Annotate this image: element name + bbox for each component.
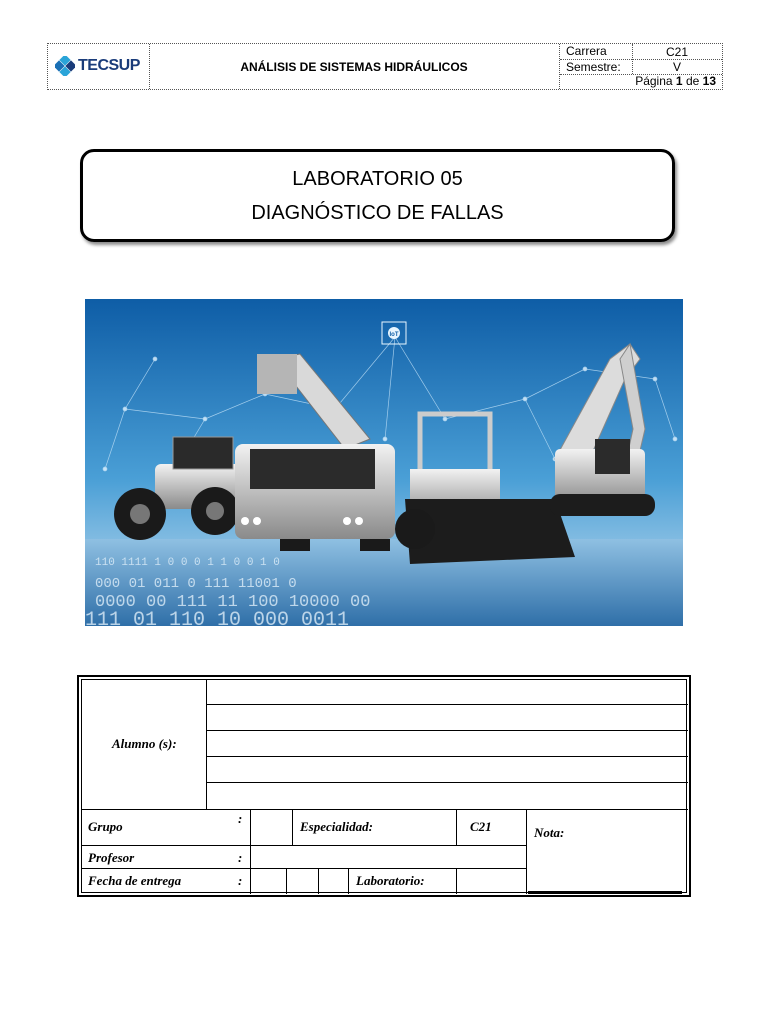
svg-text:110 1111 1 0 0 0 1 1: 110 1111 1 0 0 0 1 1 0 0 1 0 — [95, 557, 280, 569]
semestre-value: V — [672, 60, 681, 74]
lab-title-box — [80, 149, 675, 242]
page-total: 13 — [702, 74, 716, 88]
fecha-label: Fecha de entrega — [88, 873, 182, 888]
svg-text:000 01 011 0 111 110: 000 01 011 0 111 11001 0 — [95, 576, 297, 592]
header-meta — [560, 44, 722, 89]
page-current: 1 — [675, 74, 683, 88]
grupo-input[interactable] — [252, 811, 291, 844]
doc-title: ANÁLISIS DE SISTEMAS HIDRÁULICOS — [149, 44, 560, 89]
laboratorio-label: Laboratorio: — [356, 873, 425, 888]
student-info-inner — [81, 679, 687, 893]
profesor-input[interactable] — [252, 846, 525, 867]
page-indicator: Página 1 de 13 — [635, 74, 716, 88]
alumno-input-2[interactable] — [208, 706, 686, 729]
nota-label: Nota: — [534, 825, 565, 840]
document-header — [47, 43, 723, 90]
alumno-input-3[interactable] — [208, 732, 686, 755]
iot-badge-text: IoT — [389, 332, 399, 338]
fecha-day-input[interactable] — [252, 869, 285, 893]
svg-text:111 01 110 10 000 0011: 111 01 110 10 000 0011 — [85, 609, 350, 626]
lab-number: LABORATORIO 05 — [292, 167, 463, 190]
student-info-table — [77, 675, 691, 897]
grupo-colon: : — [238, 811, 243, 826]
lab-name: DIAGNÓSTICO DE FALLAS — [251, 201, 504, 224]
profesor-label: Profesor — [88, 850, 135, 865]
alumnos-label: Alumno (s): — [112, 736, 177, 751]
especialidad-label: Especialidad: — [300, 819, 373, 834]
logo-cell — [48, 44, 150, 89]
tecsup-logo — [55, 56, 140, 76]
logo-text: TECSUP — [78, 57, 140, 74]
alumno-input-4[interactable] — [208, 758, 686, 781]
alumno-input-5[interactable] — [208, 784, 686, 808]
tecsup-logo-icon — [55, 56, 75, 76]
fecha-year-input[interactable] — [320, 869, 347, 893]
semestre-label: Semestre: — [566, 60, 621, 74]
profesor-colon: : — [238, 850, 243, 865]
laboratorio-input[interactable] — [458, 869, 525, 893]
fecha-colon: : — [238, 873, 243, 888]
grupo-label: Grupo — [88, 819, 123, 834]
hero-image — [85, 299, 683, 626]
svg-text:0000 00 111 11 100 10000: 0000 00 111 11 100 10000 00 — [95, 593, 371, 612]
nota-input[interactable] — [528, 845, 684, 889]
carrera-label: Carrera — [566, 44, 607, 58]
machinery-illustration — [85, 299, 683, 626]
carrera-value: C21 — [665, 45, 688, 59]
alumno-input-1[interactable] — [208, 681, 686, 703]
especialidad-value: C21 — [470, 819, 492, 834]
fecha-month-input[interactable] — [288, 869, 317, 893]
